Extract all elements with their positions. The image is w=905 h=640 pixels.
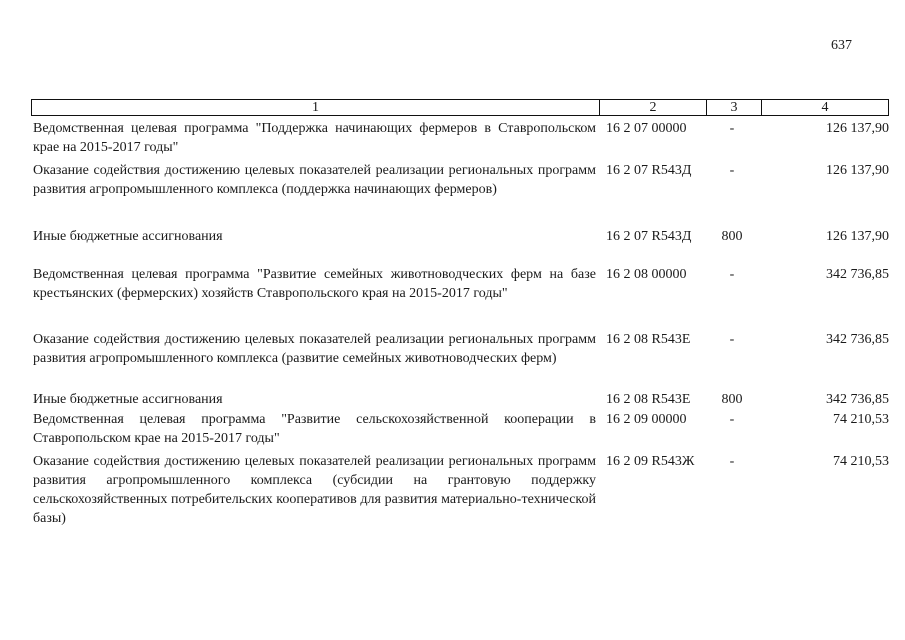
row-expense-type: -	[729, 267, 735, 282]
row-amount: 74 210,53	[833, 454, 889, 469]
row-expense-type: -	[729, 163, 735, 178]
table-header	[31, 99, 889, 116]
row-amount: 126 137,90	[826, 229, 889, 244]
row-amount: 342 736,85	[826, 267, 889, 282]
row-name: Иные бюджетные ассигнования	[33, 392, 223, 407]
row-amount: 74 210,53	[833, 412, 889, 427]
row-code: 16 2 08 R543Е	[606, 332, 691, 347]
column-header-1: 1	[312, 100, 319, 115]
row-name: Ведомственная целевая программа "Развитие семейных животноводческих ферм на базе крестьянских (фермерских) хозяйств Ставропольского края на 2015-2017 годы"	[33, 267, 596, 301]
row-name: Ведомственная целевая программа "Поддержка начинающих фермеров в Ставропольском крае на 2015-2017 годы"	[33, 121, 596, 155]
row-code: 16 2 09 R543Ж	[606, 454, 695, 469]
row-expense-type: 800	[721, 229, 743, 244]
row-expense-type: -	[729, 412, 735, 427]
column-header-4: 4	[761, 100, 888, 115]
row-name: Иные бюджетные ассигнования	[33, 229, 223, 244]
row-expense-type: -	[729, 454, 735, 469]
column-header-2: 2	[599, 100, 706, 115]
row-name: Оказание содействия достижению целевых показателей реализации региональных программ развития агропромышленного комплекса (развитие семейных животноводческих ферм)	[33, 332, 596, 366]
row-code: 16 2 09 00000	[606, 412, 687, 427]
row-code: 16 2 08 R543Е	[606, 392, 691, 407]
column-header-3: 3	[706, 100, 761, 115]
row-name: Ведомственная целевая программа "Развитие сельскохозяйственной кооперации в Ставропольском крае на 2015-2017 годы"	[33, 412, 596, 446]
row-name: Оказание содействия достижению целевых показателей реализации региональных программ развития агропромышленного комплекса (поддержка начинающих фермеров)	[33, 163, 596, 197]
row-code: 16 2 08 00000	[606, 267, 687, 282]
row-amount: 126 137,90	[826, 121, 889, 136]
row-code: 16 2 07 R543Д	[606, 163, 692, 178]
row-amount: 342 736,85	[826, 392, 889, 407]
row-expense-type: 800	[721, 392, 743, 407]
page-number: 637	[831, 38, 852, 53]
row-name: Оказание содействия достижению целевых показателей реализации региональных программ развития агропромышленного комплекса (субсидии на грантовую поддержку сельскохозяйственных потребительских кооперативов для развития материально-технической базы)	[33, 454, 596, 526]
row-expense-type: -	[729, 121, 735, 136]
row-expense-type: -	[729, 332, 735, 347]
row-code: 16 2 07 R543Д	[606, 229, 692, 244]
row-amount: 126 137,90	[826, 163, 889, 178]
row-code: 16 2 07 00000	[606, 121, 687, 136]
row-amount: 342 736,85	[826, 332, 889, 347]
